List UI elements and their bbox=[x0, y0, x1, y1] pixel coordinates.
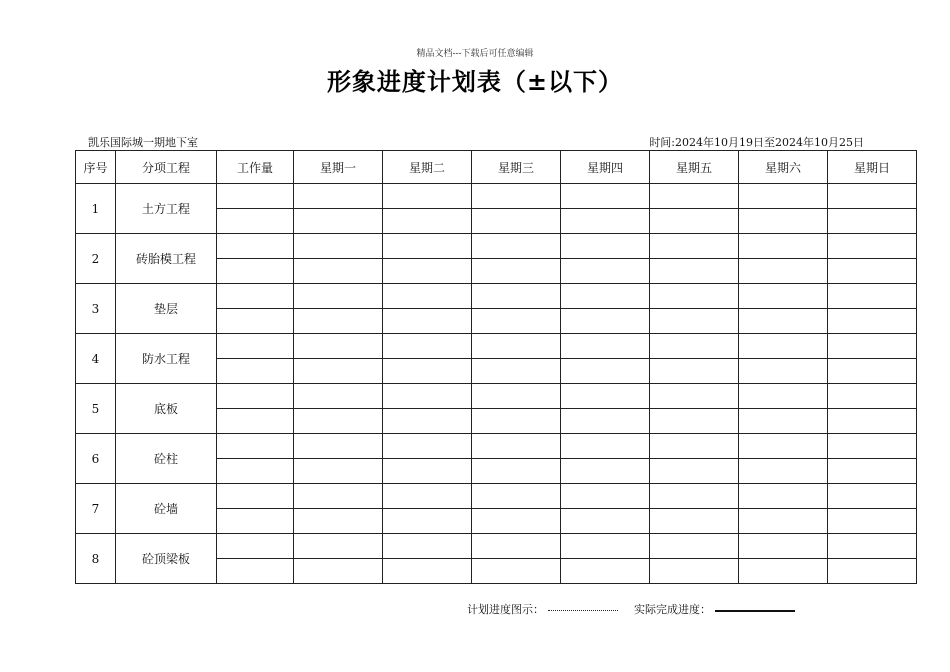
schedule-cell bbox=[294, 409, 383, 434]
schedule-cell bbox=[561, 484, 650, 509]
progress-schedule-table bbox=[75, 150, 917, 584]
schedule-cell bbox=[561, 234, 650, 259]
work-item-name: 砼墙 bbox=[116, 484, 217, 534]
schedule-cell bbox=[739, 184, 828, 209]
schedule-cell bbox=[472, 259, 561, 284]
table-row bbox=[76, 334, 917, 359]
schedule-cell bbox=[383, 459, 472, 484]
schedule-cell bbox=[294, 359, 383, 384]
work-item-name: 底板 bbox=[116, 384, 217, 434]
schedule-cell bbox=[739, 459, 828, 484]
work-item-name: 砼顶梁板 bbox=[116, 534, 217, 584]
schedule-cell bbox=[217, 234, 294, 259]
row-number: 3 bbox=[76, 284, 116, 334]
schedule-cell bbox=[294, 434, 383, 459]
schedule-cell bbox=[472, 559, 561, 584]
schedule-cell bbox=[828, 334, 917, 359]
schedule-cell bbox=[472, 384, 561, 409]
schedule-cell bbox=[217, 409, 294, 434]
table-row bbox=[76, 484, 917, 509]
schedule-cell bbox=[383, 434, 472, 459]
schedule-cell bbox=[561, 184, 650, 209]
schedule-cell bbox=[294, 534, 383, 559]
schedule-cell bbox=[383, 259, 472, 284]
schedule-cell bbox=[383, 209, 472, 234]
schedule-cell bbox=[828, 284, 917, 309]
schedule-cell bbox=[739, 409, 828, 434]
page-title: 形象进度计划表（±以下） bbox=[326, 68, 624, 96]
table-row bbox=[76, 434, 917, 459]
schedule-cell bbox=[383, 284, 472, 309]
schedule-cell bbox=[739, 534, 828, 559]
schedule-cell bbox=[650, 434, 739, 459]
table-row bbox=[76, 184, 917, 209]
schedule-cell bbox=[650, 209, 739, 234]
work-item-name: 防水工程 bbox=[116, 334, 217, 384]
schedule-cell bbox=[828, 309, 917, 334]
schedule-cell bbox=[739, 359, 828, 384]
col-header-sunday: 星期日 bbox=[828, 151, 917, 184]
col-header-no: 序号 bbox=[76, 151, 116, 184]
schedule-cell bbox=[561, 509, 650, 534]
col-header-friday: 星期五 bbox=[650, 151, 739, 184]
schedule-cell bbox=[561, 359, 650, 384]
schedule-cell bbox=[561, 209, 650, 234]
schedule-cell bbox=[739, 209, 828, 234]
schedule-cell bbox=[217, 384, 294, 409]
schedule-cell bbox=[294, 484, 383, 509]
schedule-cell bbox=[650, 459, 739, 484]
schedule-cell bbox=[294, 259, 383, 284]
schedule-cell bbox=[217, 559, 294, 584]
schedule-cell bbox=[739, 284, 828, 309]
schedule-cell bbox=[383, 309, 472, 334]
schedule-cell bbox=[294, 459, 383, 484]
schedule-cell bbox=[650, 384, 739, 409]
schedule-cell bbox=[383, 534, 472, 559]
schedule-cell bbox=[650, 234, 739, 259]
work-item-name: 砼柱 bbox=[116, 434, 217, 484]
row-number: 1 bbox=[76, 184, 116, 234]
schedule-cell bbox=[383, 484, 472, 509]
row-number: 4 bbox=[76, 334, 116, 384]
schedule-cell bbox=[472, 509, 561, 534]
schedule-cell bbox=[383, 409, 472, 434]
schedule-cell bbox=[294, 384, 383, 409]
schedule-cell bbox=[561, 534, 650, 559]
schedule-cell bbox=[828, 484, 917, 509]
schedule-cell bbox=[561, 334, 650, 359]
schedule-cell bbox=[294, 559, 383, 584]
work-item-name: 垫层 bbox=[116, 284, 217, 334]
schedule-cell bbox=[472, 334, 561, 359]
actual-legend-label: 实际完成进度： bbox=[634, 603, 711, 616]
schedule-cell bbox=[217, 309, 294, 334]
schedule-cell bbox=[294, 184, 383, 209]
row-number: 5 bbox=[76, 384, 116, 434]
schedule-cell bbox=[383, 384, 472, 409]
col-header-monday: 星期一 bbox=[294, 151, 383, 184]
schedule-cell bbox=[650, 509, 739, 534]
schedule-cell bbox=[650, 184, 739, 209]
schedule-cell bbox=[294, 334, 383, 359]
schedule-cell bbox=[650, 534, 739, 559]
schedule-cell bbox=[472, 434, 561, 459]
schedule-cell bbox=[294, 284, 383, 309]
schedule-cell bbox=[828, 409, 917, 434]
schedule-cell bbox=[828, 184, 917, 209]
actual-solid-line-icon bbox=[715, 609, 795, 612]
row-number: 7 bbox=[76, 484, 116, 534]
planned-dotted-line-icon bbox=[548, 609, 618, 611]
work-item-name: 砖胎模工程 bbox=[116, 234, 217, 284]
schedule-cell bbox=[650, 409, 739, 434]
table-row bbox=[76, 284, 917, 309]
schedule-cell bbox=[217, 209, 294, 234]
schedule-cell bbox=[472, 284, 561, 309]
schedule-cell bbox=[294, 234, 383, 259]
work-item-name: 土方工程 bbox=[116, 184, 217, 234]
schedule-cell bbox=[739, 334, 828, 359]
schedule-cell bbox=[383, 334, 472, 359]
col-header-tuesday: 星期二 bbox=[383, 151, 472, 184]
col-header-saturday: 星期六 bbox=[739, 151, 828, 184]
col-header-wednesday: 星期三 bbox=[472, 151, 561, 184]
row-number: 6 bbox=[76, 434, 116, 484]
schedule-cell bbox=[217, 484, 294, 509]
schedule-cell bbox=[739, 234, 828, 259]
schedule-cell bbox=[561, 434, 650, 459]
row-number: 8 bbox=[76, 534, 116, 584]
schedule-cell bbox=[472, 184, 561, 209]
schedule-cell bbox=[828, 559, 917, 584]
schedule-cell bbox=[561, 459, 650, 484]
schedule-cell bbox=[472, 359, 561, 384]
schedule-cell bbox=[472, 309, 561, 334]
schedule-cell bbox=[828, 459, 917, 484]
schedule-cell bbox=[561, 284, 650, 309]
schedule-cell bbox=[650, 309, 739, 334]
schedule-cell bbox=[383, 359, 472, 384]
schedule-cell bbox=[650, 359, 739, 384]
table-row bbox=[76, 234, 917, 259]
schedule-cell bbox=[561, 384, 650, 409]
schedule-cell bbox=[217, 434, 294, 459]
schedule-cell bbox=[472, 534, 561, 559]
schedule-cell bbox=[217, 184, 294, 209]
project-name: 凯乐国际城一期地下室 bbox=[88, 136, 198, 149]
col-header-item: 分项工程 bbox=[116, 151, 217, 184]
table-row bbox=[76, 384, 917, 409]
schedule-cell bbox=[739, 259, 828, 284]
schedule-cell bbox=[561, 309, 650, 334]
schedule-cell bbox=[217, 509, 294, 534]
schedule-cell bbox=[650, 259, 739, 284]
schedule-cell bbox=[650, 334, 739, 359]
planned-legend-label: 计划进度图示： bbox=[467, 603, 544, 616]
schedule-cell bbox=[294, 209, 383, 234]
table-row bbox=[76, 534, 917, 559]
schedule-cell bbox=[294, 309, 383, 334]
schedule-cell bbox=[217, 534, 294, 559]
schedule-cell bbox=[383, 184, 472, 209]
schedule-cell bbox=[828, 209, 917, 234]
schedule-cell bbox=[472, 209, 561, 234]
col-header-workload: 工作量 bbox=[217, 151, 294, 184]
schedule-cell bbox=[739, 484, 828, 509]
schedule-body bbox=[76, 184, 917, 584]
schedule-cell bbox=[472, 484, 561, 509]
schedule-cell bbox=[828, 534, 917, 559]
schedule-cell bbox=[561, 259, 650, 284]
schedule-cell bbox=[739, 509, 828, 534]
schedule-cell bbox=[472, 409, 561, 434]
schedule-cell bbox=[650, 559, 739, 584]
schedule-cell bbox=[739, 309, 828, 334]
schedule-period: 时间:2024年10月19日至2024年10月25日 bbox=[649, 136, 864, 149]
schedule-cell bbox=[294, 509, 383, 534]
header-row bbox=[76, 151, 917, 184]
schedule-cell bbox=[739, 434, 828, 459]
row-number: 2 bbox=[76, 234, 116, 284]
progress-legend bbox=[467, 601, 795, 617]
schedule-cell bbox=[828, 359, 917, 384]
schedule-cell bbox=[217, 259, 294, 284]
schedule-cell bbox=[561, 559, 650, 584]
schedule-cell bbox=[650, 484, 739, 509]
schedule-cell bbox=[383, 234, 472, 259]
schedule-cell bbox=[217, 334, 294, 359]
schedule-cell bbox=[828, 384, 917, 409]
schedule-cell bbox=[217, 459, 294, 484]
schedule-cell bbox=[472, 459, 561, 484]
col-header-thursday: 星期四 bbox=[561, 151, 650, 184]
schedule-cell bbox=[828, 259, 917, 284]
schedule-cell bbox=[217, 284, 294, 309]
schedule-cell bbox=[739, 384, 828, 409]
schedule-cell bbox=[828, 509, 917, 534]
schedule-cell bbox=[828, 234, 917, 259]
schedule-cell bbox=[739, 559, 828, 584]
schedule-cell bbox=[650, 284, 739, 309]
schedule-cell bbox=[217, 359, 294, 384]
schedule-cell bbox=[383, 559, 472, 584]
schedule-cell bbox=[383, 509, 472, 534]
schedule-cell bbox=[828, 434, 917, 459]
watermark-text: 精品文档---下载后可任意编辑 bbox=[416, 49, 534, 59]
schedule-cell bbox=[472, 234, 561, 259]
schedule-cell bbox=[561, 409, 650, 434]
